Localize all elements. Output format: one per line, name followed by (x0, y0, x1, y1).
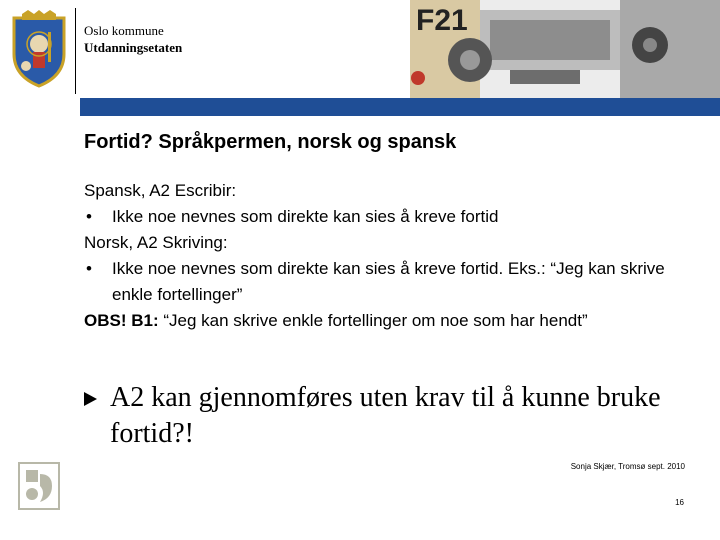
bullet-item: • Ikke noe nevnes som direkte kan sies å kreve fortid. Eks.: “Jeg kan skrive enkle fortellinger” (84, 256, 704, 308)
dept-name: Utdanningsetaten (84, 40, 183, 55)
body-line: Norsk, A2 Skriving: (84, 233, 228, 252)
author-credit: Sonja Skjær, Tromsø sept. 2010 (570, 462, 685, 471)
slide-body (84, 178, 704, 334)
obs-label: OBS! B1: (84, 311, 159, 330)
header-divider (75, 8, 76, 94)
slide-title: Fortid? Språkpermen, norsk og spansk (84, 131, 457, 153)
f21-banner-text: F21 (416, 4, 468, 37)
obs-text: “Jeg kan skrive enkle fortellinger om noe som har hendt” (158, 311, 588, 330)
obs-line (84, 308, 704, 334)
bullet-item: • Ikke noe nevnes som direkte kan sies å kreve fortid (84, 204, 704, 230)
organization-block (84, 22, 182, 56)
org-name: Oslo kommune (84, 23, 164, 38)
arrow-point-text: A2 kan gjennomføres uten krav til å kunne bruke fortid?! (110, 382, 661, 449)
triangle-bullet-icon (84, 392, 97, 406)
arrow-point (84, 380, 684, 452)
footer-emblem-icon (18, 462, 60, 510)
oslo-coat-of-arms-logo (8, 10, 70, 88)
header-bar (80, 98, 720, 116)
body-line: Spansk, A2 Escribir: (84, 181, 237, 200)
page-number: 16 (675, 498, 684, 507)
f21-banner-image (410, 0, 720, 98)
